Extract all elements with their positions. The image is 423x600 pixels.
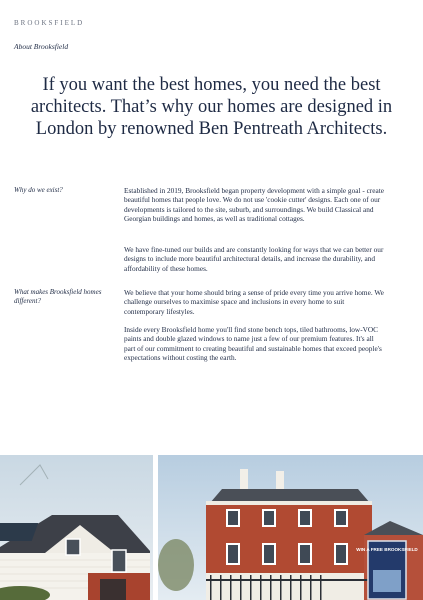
question-why-exist: Why do we exist? [14, 186, 63, 194]
paragraph-features: Inside every Brooksfield home you'll find stone bench tops, tiled bathrooms, low-VOC paints and double glazed windows to name just a few of our premium features. It's all part of our commitment to creating beautiful and sustainable homes that exceed people's expectations without costing the earth. [124, 325, 382, 362]
georgian-home-photo [158, 455, 423, 600]
paragraph-fine-tuned: We have fine-tuned our builds and are constantly looking for ways that we can better our designs to include more beautiful architectural details, and increase the durability, and affordability of these homes. [124, 245, 384, 273]
headline: If you want the best homes, you need the best architects. That’s why our homes are designed in London by renowned Ben Pentreath Architects. [30, 75, 393, 139]
section-label: About Brooksfield [14, 42, 69, 51]
cottage-photo [0, 455, 153, 600]
question-what-different: What makes Brooksfield homes different? [14, 288, 102, 305]
sign-text: WIN A FREE BROOKSFIELD [356, 547, 418, 552]
paragraph-established: Established in 2019, Brooksfield began property development with a simple goal - create beautiful homes that people love. We do not use 'cookie cutter' designs. Each one of our developments is tailored to the site, suburb, and surroundings. We build Classical and Georgian buildings and homes, as well as traditional cottages. [124, 186, 384, 223]
paragraph-pride: We believe that your home should bring a sense of pride every time you arrive home. We challenge ourselves to maximise space and inclusions in every home to suit contemporary lifestyles. [124, 288, 384, 316]
brand-logo: BROOKSFIELD [14, 19, 85, 27]
